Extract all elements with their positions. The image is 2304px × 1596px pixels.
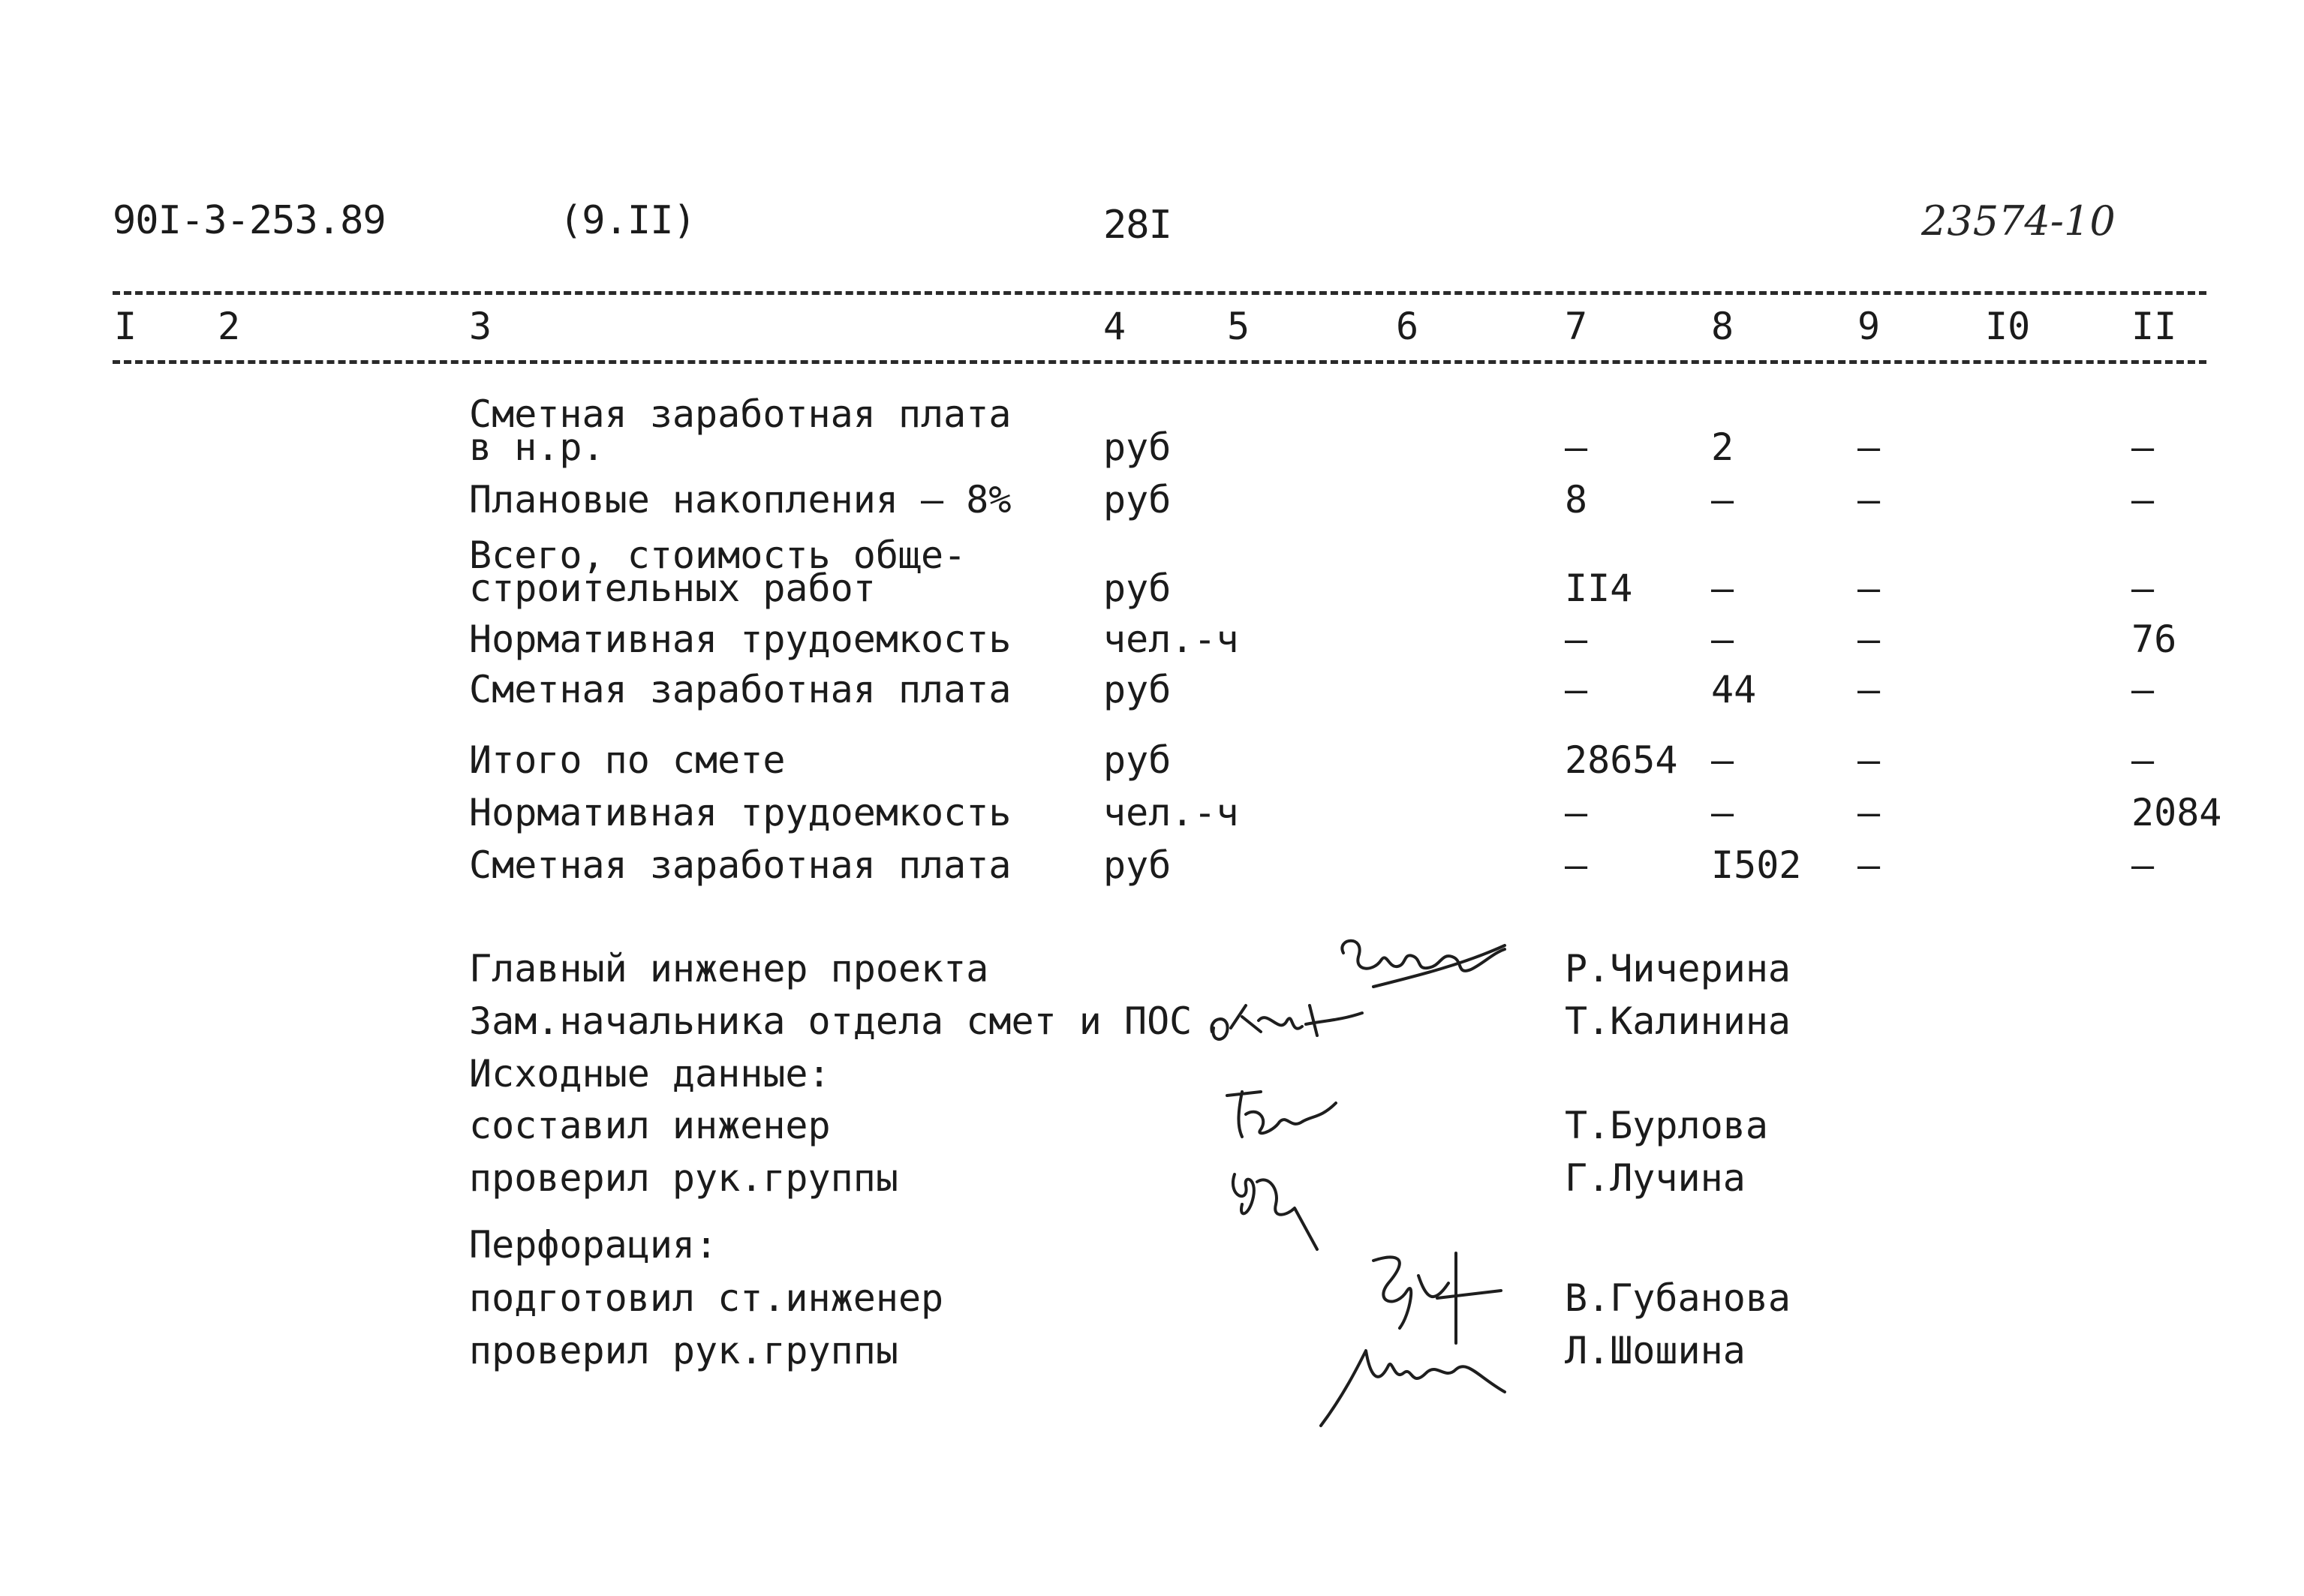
row-label-line: Итого по смете [469, 738, 786, 782]
row-unit: руб [1103, 567, 1172, 610]
row-label-line: Сметная заработная плата [469, 843, 1012, 887]
signatory-role: Зам.начальника отдела смет и ПОС [469, 999, 1193, 1043]
signature-shoshina [1306, 1321, 1516, 1433]
cell-col7: – [1565, 668, 1588, 711]
cell-col7: – [1565, 618, 1588, 661]
page-number: 28I [1103, 203, 1172, 248]
cell-col9: – [1857, 791, 1881, 834]
row-label-line: Сметная заработная плата [469, 392, 1012, 436]
column-number: 6 [1396, 305, 1419, 348]
column-number: 7 [1565, 305, 1588, 348]
cell-col9: – [1857, 425, 1881, 469]
column-number: II [2131, 305, 2177, 348]
cell-col9: – [1857, 618, 1881, 661]
signatory-name: Т.Калинина [1565, 999, 1791, 1043]
row-unit: чел.-ч [1103, 791, 1239, 834]
cell-col8: – [1711, 478, 1734, 521]
section-number: (9.II) [559, 198, 696, 243]
cell-col9: – [1857, 843, 1881, 887]
cell-col11: – [2131, 425, 2155, 469]
row-label-line: строительных работ [469, 567, 876, 610]
table-header-rule [113, 360, 2206, 364]
cell-col9: – [1857, 668, 1881, 711]
signature-luchina [1212, 1144, 1347, 1257]
cell-col11: – [2131, 478, 2155, 521]
section-heading: Исходные данные: [469, 1052, 831, 1096]
cell-col8: 44 [1711, 668, 1757, 711]
signatory-name: В.Губанова [1565, 1276, 1791, 1320]
cell-col11: – [2131, 738, 2155, 782]
archive-number-handwritten: 23574-10 [1921, 197, 2116, 245]
cell-col9: – [1857, 738, 1881, 782]
signatory-role: проверил рук.группы [469, 1156, 898, 1200]
cell-col7: 28654 [1565, 738, 1678, 782]
cell-col8: – [1711, 567, 1734, 610]
signatory-role: составил инженер [469, 1104, 831, 1147]
cell-col7: II4 [1565, 567, 1633, 610]
signature-kalinina [1205, 990, 1385, 1050]
cell-col9: – [1857, 567, 1881, 610]
row-label-line: Всего, стоимость обще- [469, 534, 967, 577]
signatory-name: Т.Бурлова [1565, 1104, 1768, 1147]
column-number: 9 [1857, 305, 1881, 348]
cell-col8: – [1711, 738, 1734, 782]
cell-col8: I502 [1711, 843, 1802, 887]
row-label-line: Нормативная трудоемкость [469, 791, 1012, 834]
signatory-role: подготовил ст.инженер [469, 1276, 944, 1320]
row-label-line: в н.р. [469, 425, 605, 469]
cell-col8: – [1711, 791, 1734, 834]
cell-col9: – [1857, 478, 1881, 521]
row-unit: руб [1103, 478, 1172, 521]
signatory-name: Г.Лучина [1565, 1156, 1746, 1200]
column-number: 2 [218, 305, 241, 348]
cell-col11: – [2131, 843, 2155, 887]
signatory-role: Главный инженер проекта [469, 947, 989, 990]
column-number: 4 [1103, 305, 1126, 348]
row-unit: чел.-ч [1103, 618, 1239, 661]
cell-col8: 2 [1711, 425, 1734, 469]
signatory-name: Л.Шошина [1565, 1329, 1746, 1372]
signatory-name: Р.Чичерина [1565, 947, 1791, 990]
signature-chicherina [1328, 930, 1508, 998]
row-label-line: Нормативная трудоемкость [469, 618, 1012, 661]
row-unit: руб [1103, 668, 1172, 711]
cell-col7: – [1565, 425, 1588, 469]
column-number: I [114, 305, 137, 348]
cell-col11: 76 [2131, 618, 2177, 661]
signature-burlova [1216, 1081, 1351, 1148]
cell-col11: 2084 [2131, 791, 2222, 834]
section-heading: Перфорация: [469, 1223, 718, 1267]
document-code: 90I-3-253.89 [113, 198, 386, 243]
row-unit: руб [1103, 425, 1172, 469]
cell-col11: – [2131, 668, 2155, 711]
column-number: 5 [1227, 305, 1250, 348]
cell-col11: – [2131, 567, 2155, 610]
column-number: I0 [1985, 305, 2031, 348]
row-unit: руб [1103, 843, 1172, 887]
cell-col7: 8 [1565, 478, 1588, 521]
table-top-rule [113, 291, 2206, 295]
signatory-role: проверил рук.группы [469, 1329, 898, 1372]
cell-col8: – [1711, 618, 1734, 661]
column-number: 3 [469, 305, 492, 348]
row-label-line: Плановые накопления – 8% [469, 478, 1012, 521]
column-number: 8 [1711, 305, 1734, 348]
cell-col7: – [1565, 843, 1588, 887]
cell-col7: – [1565, 791, 1588, 834]
row-label-line: Сметная заработная плата [469, 668, 1012, 711]
row-unit: руб [1103, 738, 1172, 782]
